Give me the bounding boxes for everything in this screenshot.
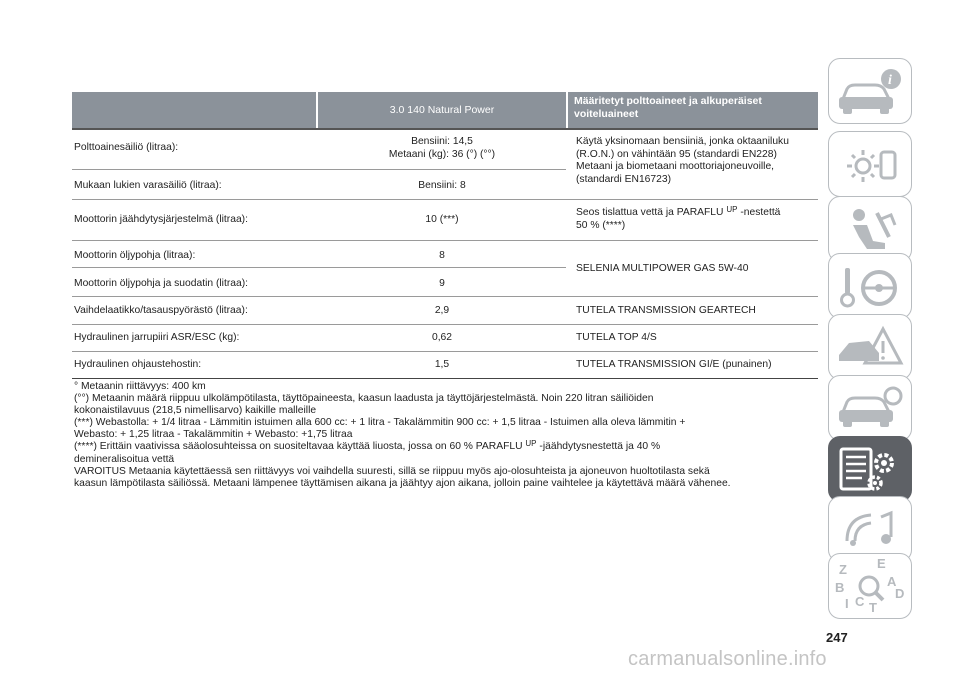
spec-line [576, 207, 820, 220]
row-label: Moottorin öljypohja (litraa): [74, 250, 196, 261]
row-spec: TUTELA TOP 4/S [576, 332, 657, 343]
row-label: Mukaan lukien varasäiliö (litraa): [74, 180, 222, 191]
tab-maintenance[interactable] [828, 375, 912, 441]
footnote: ° Metaanin riittävyys: 400 km [74, 381, 206, 392]
road-warning-icon [829, 315, 913, 381]
tab-index[interactable] [828, 553, 912, 619]
footnote [74, 441, 822, 453]
footnote-text: (****) Erittäin vaativissa sääolosuhteissa on suositeltavaa käyttää liuosta, jossa on 60 % PARAFLU [74, 441, 523, 453]
tab-vehicle-info[interactable] [828, 58, 912, 124]
row-divider [72, 324, 818, 325]
page-number: 247 [826, 630, 848, 645]
header-empty-cell [72, 92, 316, 128]
footnote-superscript: UP [525, 439, 537, 449]
index-letter: D [895, 586, 905, 601]
row-label: Hydraulinen ohjaustehostin: [74, 359, 202, 370]
warning-text: VAROITUS Metaania käytettäessä sen riittävyys voi vaihdella suuresti, sillä se riippuu myös ajo-olosuhteista ja ajoneuvon huoltotilasta sekä [74, 465, 710, 477]
oil-spec-cell: SELENIA MULTIPOWER GAS 5W-40 [576, 263, 749, 274]
spec-superscript: UP [726, 205, 738, 214]
specifications-icon [829, 437, 913, 503]
row-value: 0,62 [431, 332, 453, 343]
row-label: Vaihdelaatikko/tasauspyörästö (litraa): [74, 305, 248, 316]
row-value: 10 (***) [425, 214, 459, 225]
car-info-icon [829, 59, 913, 125]
row-divider [72, 351, 818, 352]
row-divider [72, 240, 818, 241]
row-divider [72, 267, 566, 268]
index-letter: Z [839, 562, 847, 577]
row-label: Hydraulinen jarrupiiri ASR/ESC (kg): [74, 332, 240, 343]
row-divider [72, 169, 566, 170]
coolant-spec-cell [576, 207, 820, 232]
table-header [72, 92, 818, 128]
index-letter: I [845, 596, 849, 611]
row-spec: TUTELA TRANSMISSION GI/E (punainen) [576, 359, 772, 370]
svg-text:i: i [888, 73, 892, 88]
warning-text: kaasun lämpötilasta säiliössä. Metaani lämpenee täyttämisen aikana ja jäähtyy ajon aikana, jolloin paine vaihtelee ja käytettävä määrä vähenee. [74, 477, 731, 489]
row-label: Moottorin öljypohja ja suodatin (litraa): [74, 278, 248, 289]
spec-line: (standardi EN16723) [576, 173, 672, 185]
row-value: Bensiini: 8 [418, 180, 466, 191]
spec-text: -nestettä [740, 207, 781, 218]
index-letter: T [869, 600, 877, 615]
header-engine-cell: 3.0 140 Natural Power [318, 92, 566, 128]
index-letter: E [877, 556, 886, 571]
spec-line: Metaani ja biometaani moottoriajoneuvoille, [576, 161, 775, 173]
dashboard-lights-icon [829, 132, 913, 198]
value-line: Bensiini: 14,5 [411, 136, 473, 147]
index-letter: A [887, 574, 897, 589]
value-line: Metaani (kg): 36 (°) (°°) [388, 148, 496, 160]
tab-technical-specifications[interactable] [828, 436, 912, 502]
spec-line: Käytä yksinomaan bensiiniä, jonka oktaaniluku [576, 136, 789, 147]
spec-line: (R.O.N.) on vähintään 95 (standardi EN228) [576, 148, 777, 160]
index-icon [829, 554, 913, 620]
tab-emergency[interactable] [828, 314, 912, 380]
spec-text: Seos tislattua vettä ja PARAFLU [576, 207, 724, 218]
row-divider [72, 296, 818, 297]
footnote: Webasto: + 1,25 litraa - Takalämmitin + Webasto: +1,75 litraa [74, 429, 353, 441]
tab-starting-driving[interactable] [828, 253, 912, 319]
row-spec: TUTELA TRANSMISSION GEARTECH [576, 305, 756, 316]
table-bottom-rule [72, 378, 818, 379]
steering-key-icon [829, 254, 913, 320]
row-label: Polttoainesäiliö (litraa): [74, 142, 179, 153]
fuel-spec-cell [576, 136, 820, 186]
row-value: 8 [439, 250, 445, 261]
footnote: demineralisoitua vettä [74, 453, 175, 465]
footnote-text: -jäähdytysnestettä ja 40 % [539, 441, 661, 453]
row-value [318, 136, 566, 161]
index-letter: B [835, 580, 845, 595]
row-value: 1,5 [434, 359, 450, 370]
header-divider [72, 128, 818, 130]
index-letter: C [855, 594, 865, 609]
row-value: 2,9 [434, 305, 450, 316]
row-value: 9 [439, 278, 445, 289]
tab-dashboard[interactable] [828, 131, 912, 197]
spec-line: 50 % (****) [576, 219, 626, 231]
footnotes [74, 381, 822, 490]
header-spec-cell: Määritetyt polttoaineet ja alkuperäiset voiteluaineet [568, 92, 818, 128]
row-label: Moottorin jäähdytysjärjestelmä (litraa): [74, 214, 248, 225]
footnote: kokonaistilavuus (218,5 nimellisarvo) kaikille malleille [74, 405, 317, 417]
row-divider [72, 199, 818, 200]
footnote: (***) Webastolla: + 1/4 litraa - Lämmitin istuimen alla 600 cc: + 1 litra - Takalämmitin 900 cc: + 1,5 litraa - Istuimen alla oleva lämmitin + [74, 417, 686, 429]
footnote: (°°) Metaanin määrä riippuu ulkolämpötilasta, täyttöpaineesta, kaasun laadusta ja täyttöjärjestelmästä. Noin 220 litran säiliöiden [74, 393, 654, 405]
car-service-icon [829, 376, 913, 442]
watermark-footer: carmanualsonline.info [628, 648, 827, 670]
